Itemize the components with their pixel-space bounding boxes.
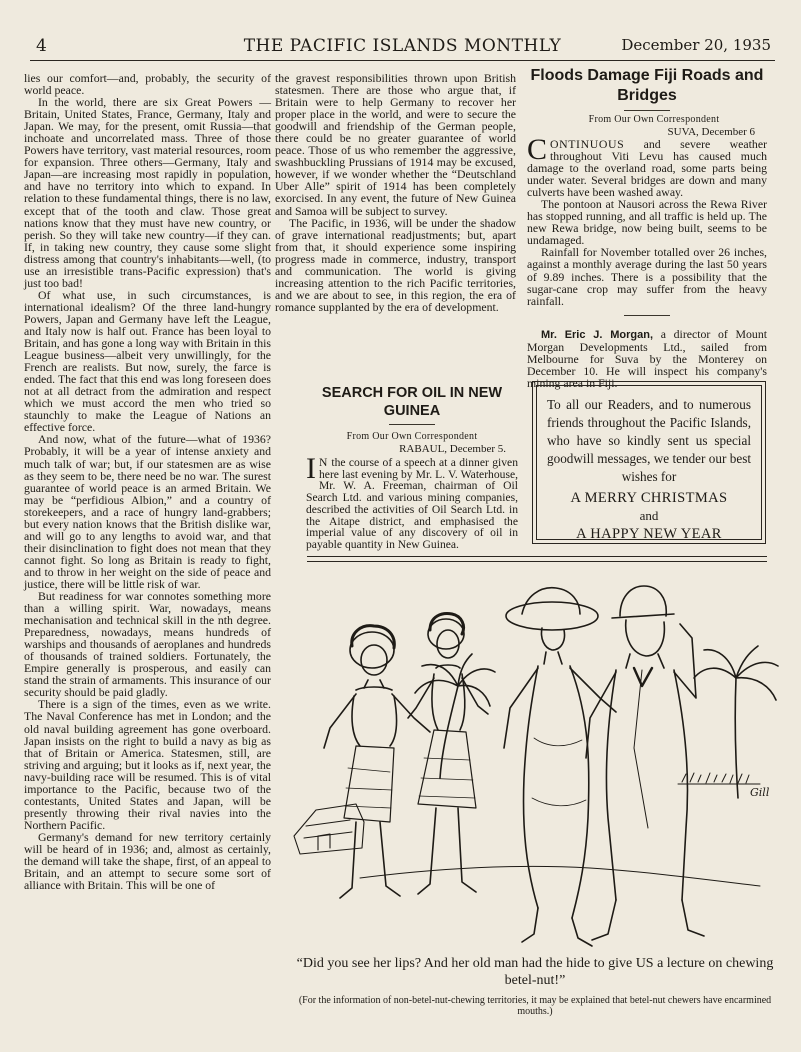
greeting-and: and bbox=[639, 508, 659, 523]
editorial-column-2 bbox=[275, 72, 516, 313]
caption-note: (For the information of non-betel-nut-chewing territories, it may be explained that betel-nut chewers have encarmined mouths.) bbox=[298, 995, 772, 1017]
floods-dateline: SUVA, December 6 bbox=[667, 126, 755, 138]
morgan-note: Mr. Eric J. Morgan, a director of Mount Morgan Developments Ltd., sailed from Melbourne for Suva by the Monterey on December 10. He will inspect his company's mining area in Fiji. bbox=[527, 326, 767, 390]
drop-cap: C bbox=[527, 133, 548, 166]
oil-byline: From Our Own Correspondent bbox=[346, 431, 478, 442]
floods-para: Rainfall for November totalled over 26 inches, against a monthly average during the last 50 years of 9.89 inches. There is a possibility that the sugar-cane crop may suffer from the heavy rainfall. bbox=[527, 245, 767, 308]
page-header bbox=[30, 34, 775, 61]
european-woman bbox=[504, 588, 616, 946]
drop-cap: I bbox=[306, 452, 316, 485]
artist-signature: Gill bbox=[750, 786, 770, 799]
merry-christmas: A MERRY CHRISTMAS bbox=[570, 490, 728, 506]
floods-para: The pontoon at Nausori across the Rewa River has stopped running, and all traffic is held up. The new Rewa bridge, now being built, seems to be undamaged. bbox=[527, 197, 767, 248]
oil-dateline: RABAUL, December 5. bbox=[399, 443, 506, 455]
floods-para: CONTINUOUS and severe weather throughout Viti Levu has caused much damage to the overland road, some parts being under water. Several bridges are down and many culverts have been washed away. bbox=[527, 133, 767, 200]
section-divider bbox=[307, 556, 767, 562]
paragraph: The Pacific, in 1936, will be under the shadow of grave international readjustments; but, apart from that, it should experience some inspiring progress made in commerce, industry, transport and communication. The world is giving increasing attention to the rich Pacific territories, and we are about to see, in this region, the era of romance supplanted by the era of development. bbox=[275, 215, 516, 314]
paragraph: And now, what of the future—what of 1936? Probably, it will be a year of intense anxiety and much talk of war; but, if our statesmen are as wise as they seem to be, there need be no war. The surest guarantee of world peace is an armed Britain. We may be “perfidious Albion,” and a country of storekeepers, and a race of hungry land-grabbers; but every nation knows that the British dislike war, and will go to any lengths to avoid war, and that their disinclination to fight does not mean that they cannot fight. So long as Britain is ready to fight, and to throw in her weight on the side of peace and justice, there will be little risk of war. bbox=[24, 432, 271, 591]
issue-date: December 20, 1935 bbox=[621, 36, 771, 54]
cartoon-illustration bbox=[290, 568, 780, 954]
magazine-title: THE PACIFIC ISLANDS MONTHLY bbox=[243, 36, 562, 56]
paragraph: the gravest responsibilities thrown upon British statesmen. There are those who argue that, if Britain were to help Germany to recover her proper place in the world, and were to secure the goodwill and friendship of the German people, there could be no greater guarantee of world peace. Those of us who remember the aggressive, swashbuckling Prussians of 1914 may be excused, however, if we wonder whether the “Deutschland Uber Alle” spirit of 1914 has been completely exorcised. In any event, the future of New Guinea and Samoa will be subject to survey. bbox=[275, 71, 516, 218]
news-column bbox=[527, 66, 767, 389]
paragraph: Of what use, in such circumstances, is international idealism? Of the three land-hungry Powers, Japan and Germany have left the League, and Italy now is half out. France has been loyal to Britain, and has gone a long way with Britain in this League business—albeit very unwillingly, for the French are realists. But now, surely, the farce is ended. The fact that this end was long foreseen does not at all detract from the admiration and respect which we must accord the men who tried so staunchly to make the League of Nations an effective force. bbox=[24, 287, 271, 435]
oil-headline: SEARCH FOR OIL IN NEW GUINEA bbox=[321, 385, 503, 419]
paragraph: lies our comfort—and, probably, the security of world peace. bbox=[24, 71, 271, 98]
christmas-greeting-box bbox=[532, 381, 766, 544]
oil-body: I N the course of a speech at a dinner given here last evening by Mr. L. V. Waterhouse, Mr. W. A. Freeman, chairman of Oil Search Ltd. and various mining companies, described the activities of Oil Search Ltd. in the Aitape district, and emphasised the imperial value of any discovery of oil in payable quantity in New Guinea. bbox=[306, 452, 518, 551]
divider bbox=[624, 315, 670, 316]
greeting-text: To all our Readers, and to numerous friends throughout the Pacific Islands, who have so kindly sent us special goodwill messages, we tender our best wishes for bbox=[547, 397, 751, 484]
hut bbox=[294, 804, 364, 854]
caption-quote: “Did you see her lips? And her old man had the hide to give US a lecture on chewing betel-nut!” bbox=[296, 956, 774, 988]
native-woman-right bbox=[408, 614, 488, 894]
divider bbox=[389, 424, 435, 425]
cartoon-caption bbox=[290, 955, 780, 1017]
paragraph: In the world, there are six Great Powers —Britain, United States, France, Germany, Italy and Japan. We may, for the present, omit Russia—that inchoate and uncorrelated mass. Three of those Powers have territory, vast material resources, room for expansion. Three others—Germany, Italy and Japan—are increasing most rapidly in population, and have no territory into which to expand. In relation to these fundamental things, there is no law, except that of the tooth and claw. Those great nations know that they must have new country, or perish. So they will take new country—if they can. If, in taking new country, they cause some slight distress among that country's inhabitants—well, (to use an irresistible trans-Pacific expression) that's just too bad! bbox=[24, 95, 271, 290]
european-man bbox=[586, 586, 704, 940]
happy-new-year: A HAPPY NEW YEAR bbox=[576, 526, 722, 542]
paragraph: But readiness for war connotes something more than a willing spirit. War, nowadays, means mechanisation and technical skill in the nth degree. Preparedness, nowadays, means hundreds of warships and thousands of aeroplanes and hundreds of thousands of trained soldiers. Fortunately, the Empire generally is prosperous, and easily can stand the strain of armaments. This insurance of our security should be paid gladly. bbox=[24, 589, 271, 700]
native-woman-left bbox=[324, 626, 430, 898]
floods-headline: Floods Damage Fiji Roads and Bridges bbox=[530, 67, 764, 104]
palm-tree-right bbox=[694, 646, 778, 798]
floods-byline: From Our Own Correspondent bbox=[588, 114, 720, 125]
greeting-inner bbox=[536, 385, 762, 540]
paragraph: Germany's demand for new territory certainly will be heard of in 1936; and, almost as certainly, the demand will take the shape, first, of an appeal to Britain, and an attempt to secure some sort of alliance with Britain. This will be one of bbox=[24, 829, 271, 893]
paragraph: There is a sign of the times, even as we write. The Naval Conference has met in London; and the old naval building agreement has gone overboard. Japan insists on the right to build a navy as big as that of Britain or America. Statesmen, still, are striving and arguing; but it looks as if, next year, the navy-building race will be resumed. This is of vital importance to the Pacific, because two of the contestants, United States and Japan, will be presently throwing their rival navies into the Northern Pacific. bbox=[24, 697, 271, 832]
person-name: Mr. Eric J. Morgan, bbox=[541, 328, 654, 341]
page-number: 4 bbox=[36, 36, 47, 56]
oil-article bbox=[306, 384, 518, 551]
editorial-column-1 bbox=[24, 72, 271, 891]
divider bbox=[624, 110, 670, 111]
